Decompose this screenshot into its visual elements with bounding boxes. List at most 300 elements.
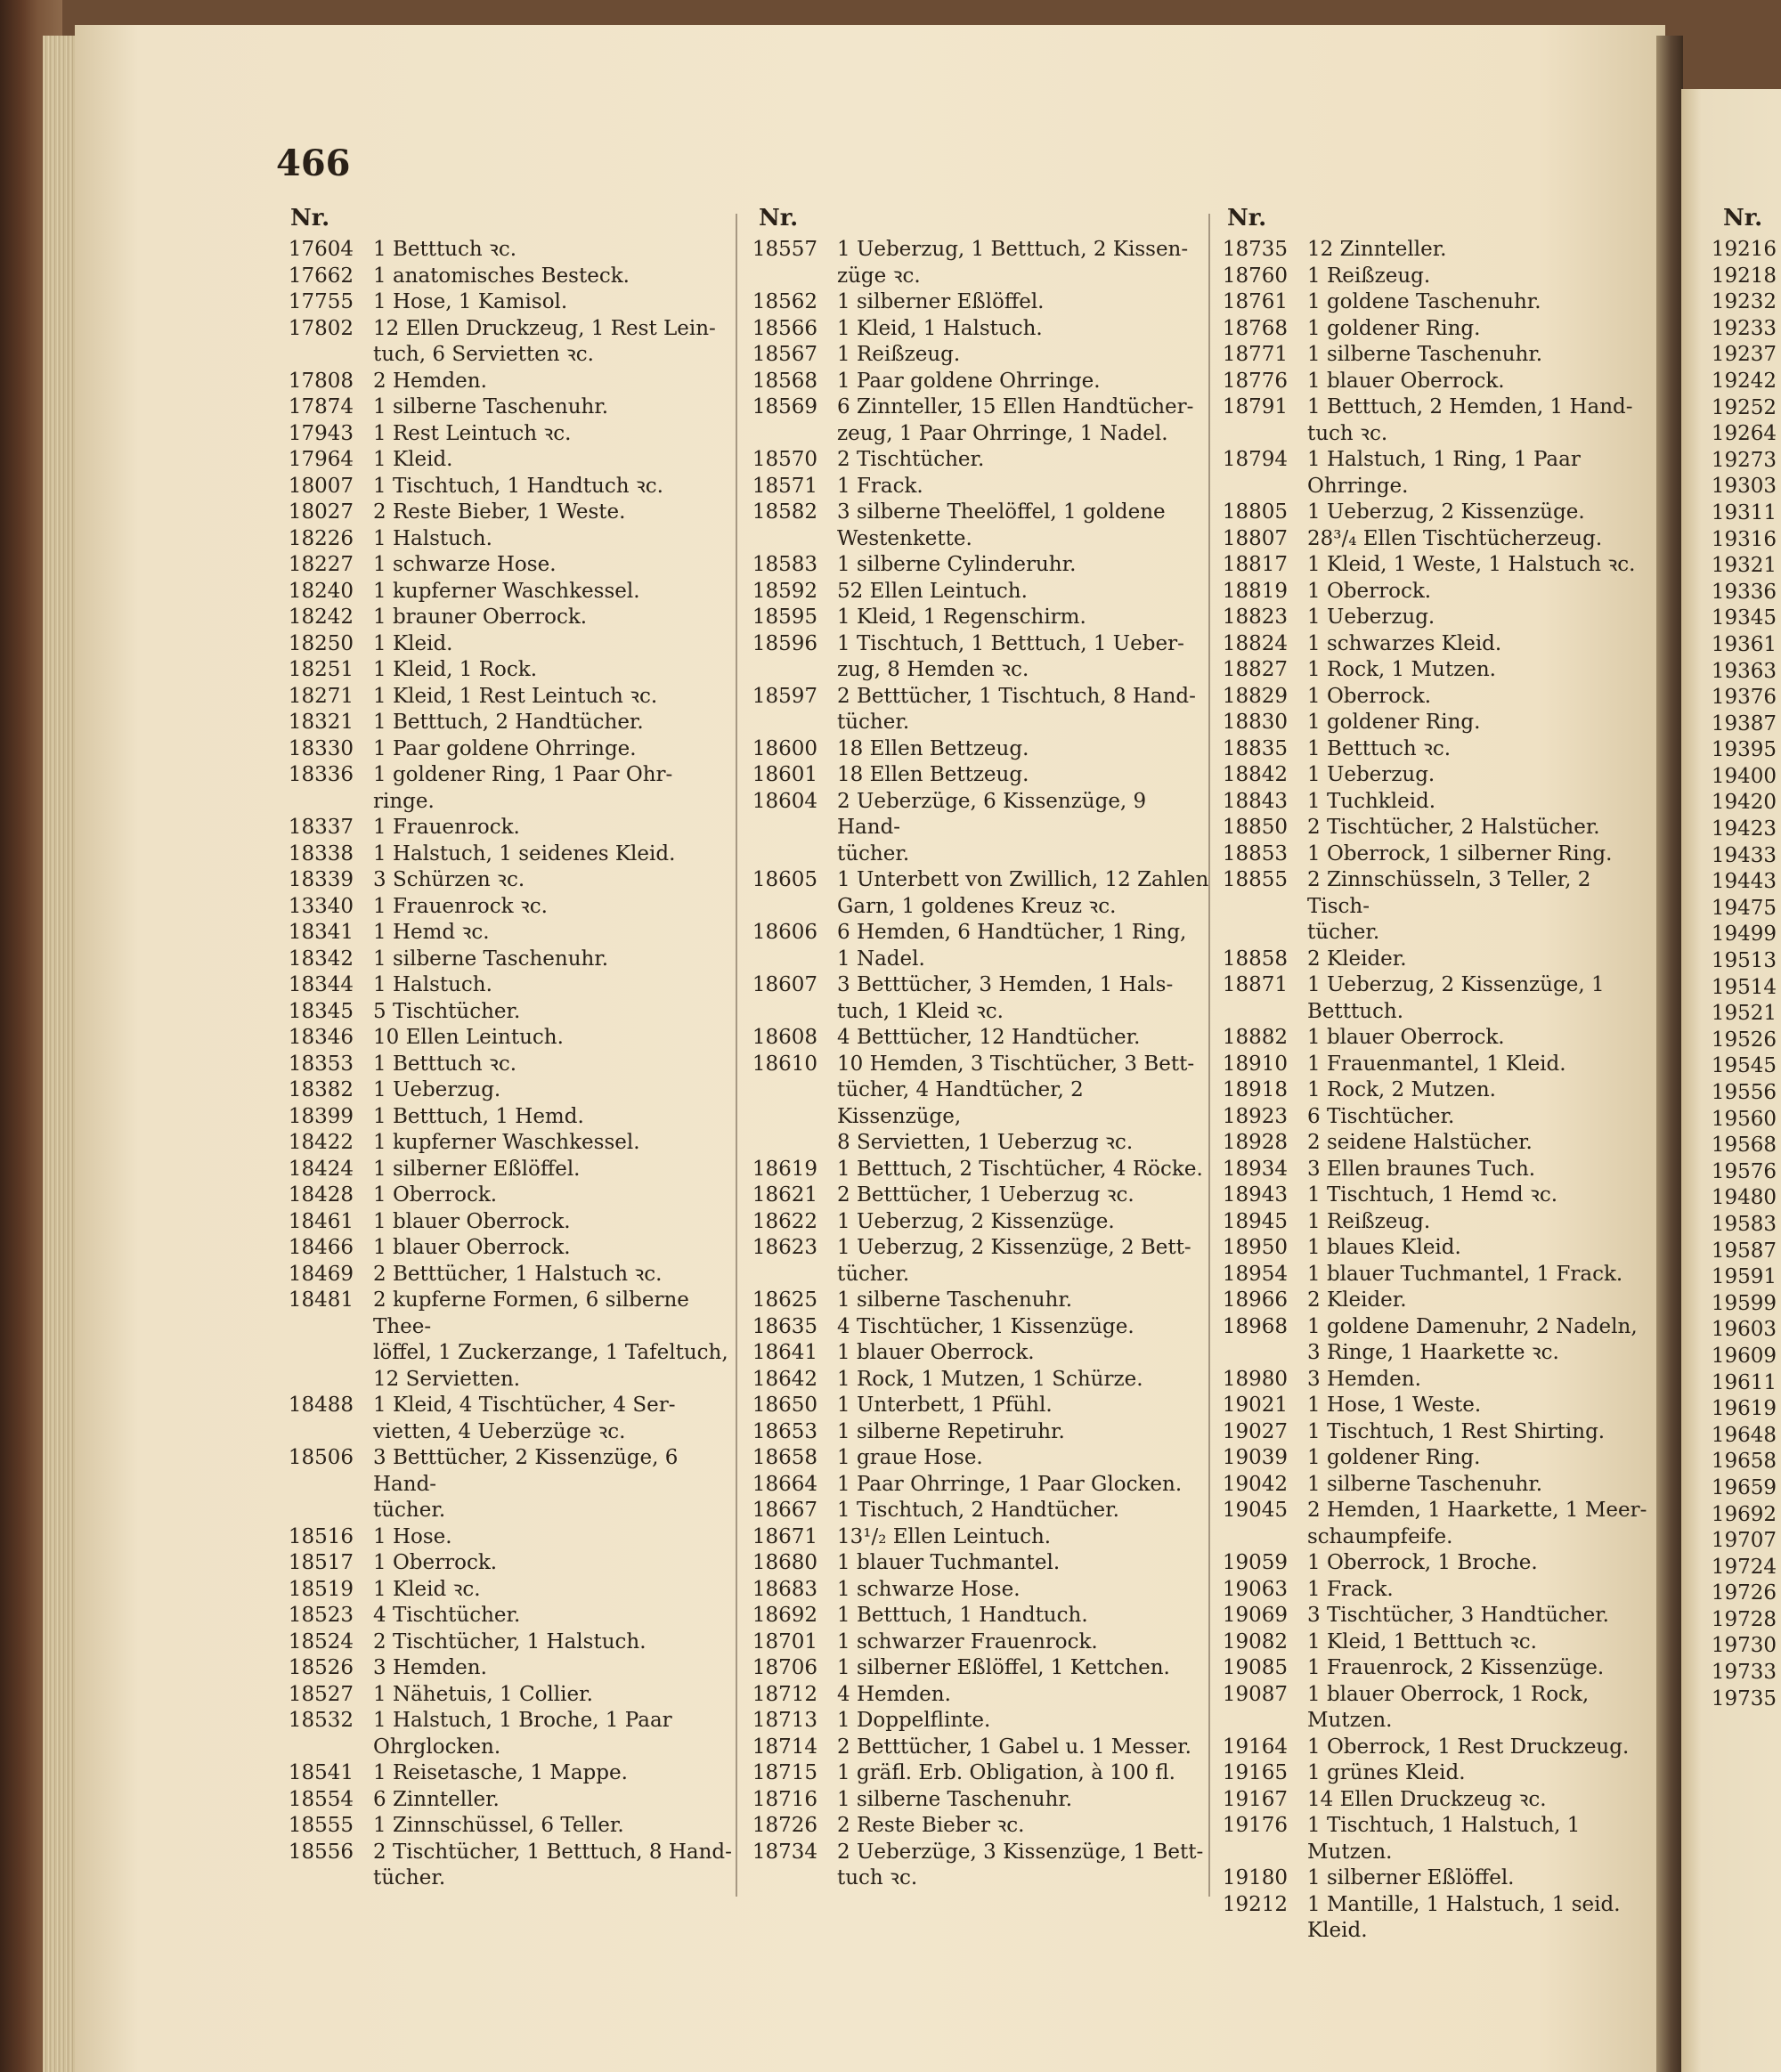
list-item [746,552,1209,579]
entry-number: 18950 [1222,1236,1288,1259]
list-item [267,474,732,500]
list-item [1687,1686,1781,1713]
entry-description: 2 Ueberzüge, 3 Kissenzüge, 1 Bett- tuch ꝛc. [837,1840,1204,1889]
entry-number: 18337 [288,816,354,839]
list-item [1218,1760,1659,1787]
entry-number: 18582 [752,500,817,524]
list-item [267,1209,732,1236]
entry-number: 19363 [1711,659,1777,683]
list-item [1218,1577,1659,1604]
list-item [1687,1555,1781,1581]
list-item [267,1077,732,1104]
list-item [267,579,732,605]
list-item [1218,1892,1659,1945]
list-item [1687,737,1781,764]
entry-number: 19336 [1711,580,1777,604]
list-item [1687,527,1781,554]
list-item [746,1498,1209,1524]
entry-description: 3 Hemden. [373,1656,487,1679]
entry-number: 18554 [288,1787,354,1811]
entry-description: 1 brauner Oberrock. [373,605,588,629]
list-item [267,1393,732,1445]
list-item [1687,395,1781,422]
entry-number: 18768 [1222,316,1288,340]
entry-number: 18569 [752,395,817,418]
entry-number: 19576 [1711,1159,1777,1183]
list-item [746,394,1209,447]
list-item [1218,710,1659,736]
entry-number: 19433 [1711,843,1777,867]
list-item [1687,1028,1781,1054]
entry-number: 19082 [1222,1629,1288,1654]
entry-description: 6 Zinnteller. [373,1787,500,1811]
entry-number: 19603 [1711,1318,1777,1342]
entry-description: 2 Betttücher, 1 Ueberzug ꝛc. [837,1183,1134,1207]
entry-description: 10 Ellen Leintuch. [373,1026,564,1049]
entry-number: 18583 [752,553,817,576]
entry-number: 19176 [1222,1814,1288,1837]
entry-number: 18791 [1222,395,1288,418]
entry-number: 19724 [1711,1555,1777,1579]
entry-number: 19420 [1711,791,1777,815]
entry-number: 19611 [1711,1370,1777,1394]
entry-number: 18526 [288,1656,354,1679]
list-item [1218,526,1659,553]
entry-number: 18399 [288,1104,354,1128]
entry-description: 1 Betttuch, 1 Hemd. [373,1104,584,1128]
entry-description: 1 blauer Tuchmantel, 1 Frack. [1307,1262,1623,1286]
entry-description: 1 blauer Oberrock. [837,1341,1035,1364]
entry-number: 18664 [752,1472,817,1496]
entry-number: 19730 [1711,1634,1777,1658]
entry-number: 18683 [752,1577,817,1601]
entry-number: 18771 [1222,343,1288,366]
entry-number: 18853 [1222,841,1288,865]
list-item [1218,657,1659,684]
entry-description: 1 Betttuch ꝛc. [373,238,517,261]
list-item [746,1735,1209,1761]
list-item [746,474,1209,500]
list-item [1218,1209,1659,1236]
list-item [1687,843,1781,870]
list-item [267,237,732,264]
list-item [746,1314,1209,1341]
entry-number: 18827 [1222,658,1288,681]
list-item [1218,762,1659,789]
entry-number: 18928 [1222,1131,1288,1154]
entry-number: 19400 [1711,764,1777,788]
entry-description: 1 Unterbett, 1 Pfühl. [837,1394,1053,1417]
entry-description: 2 Betttücher, 1 Tischtuch, 8 Hand- tücher. [837,684,1196,734]
entry-number: 18619 [752,1157,817,1181]
list-item [746,579,1209,605]
entry-description: 2 Tischtücher, 1 Betttuch, 8 Hand- tücher. [373,1840,732,1889]
entry-description: 1 Oberrock, 1 Rest Druckzeug. [1307,1735,1630,1759]
entry-number: 18592 [752,579,817,603]
entry-description: 6 Tischtücher. [1307,1104,1455,1128]
entry-description: 1 Hose. [373,1524,452,1548]
entry-description: 2 Tischtücher, 2 Halstücher. [1307,816,1600,839]
list-item [746,1419,1209,1446]
list-item [1687,1528,1781,1555]
entry-description: 1 blauer Oberrock. [373,1236,571,1259]
entry-description: 1 Halstuch, 1 Ring, 1 Paar Ohrringe. [1307,448,1581,498]
entry-description: 18 Ellen Bettzeug. [837,736,1029,760]
page-number: 466 [276,142,351,184]
entry-number: 19387 [1711,711,1777,735]
entry-number: 19216 [1711,238,1777,261]
entry-description: 1 gräfl. Erb. Obligation, à 100 fl. [837,1761,1175,1784]
entry-number: 18658 [752,1446,817,1469]
entry-description: 1 schwarzer Frauenrock. [837,1629,1098,1654]
entry-description: 1 Oberrock. [373,1551,498,1574]
list-item [746,762,1209,789]
page-stack [43,36,78,2072]
entry-number: 18461 [288,1209,354,1233]
entry-description: 1 silberne Repetiruhr. [837,1419,1065,1443]
list-item [1687,922,1781,948]
list-item [746,736,1209,763]
list-item [1687,1475,1781,1502]
entry-description: 4 Betttücher, 12 Handtücher. [837,1026,1141,1049]
list-item [746,1288,1209,1314]
entry-number: 19376 [1711,686,1777,710]
entry-number: 19480 [1711,1186,1777,1210]
list-item [1218,631,1659,658]
column-header: Nr. [1227,205,1267,232]
list-item [1687,1291,1781,1318]
entry-number: 18622 [752,1209,817,1233]
list-item [267,447,732,474]
entry-number: 18532 [288,1709,354,1732]
list-item [267,1130,732,1157]
entry-number: 18596 [752,631,817,655]
entry-number: 18557 [752,238,817,261]
entry-description: 1 Kleid, 1 Rock. [373,658,538,681]
entry-number: 18943 [1222,1183,1288,1207]
list-item [267,657,732,684]
entry-description: 1 goldene Damenuhr, 2 Nadeln, 3 Ringe, 1 Haarkette ꝛc. [1307,1314,1638,1364]
list-item [1218,736,1659,763]
list-item [746,1655,1209,1682]
entry-number: 18606 [752,921,817,944]
entry-number: 18715 [752,1761,817,1784]
entry-description: 1 silberner Eßlöffel. [1307,1866,1515,1889]
entry-description: 1 silberne Taschenuhr. [373,395,609,418]
list-item [1218,1130,1659,1157]
entry-number: 18610 [752,1052,817,1076]
list-item [1218,1629,1659,1656]
entry-number: 19568 [1711,1134,1777,1158]
entry-number: 18712 [752,1682,817,1706]
entry-number: 19233 [1711,316,1777,340]
entry-number: 17755 [288,290,354,313]
entry-number: 19526 [1711,1028,1777,1052]
entry-description: 1 Rest Leintuch ꝛc. [373,421,572,445]
entry-number: 18570 [752,448,817,471]
list-item [746,1052,1209,1157]
list-item [746,789,1209,868]
list-item [267,1629,732,1656]
entry-description: 2 Kleider. [1307,1288,1407,1312]
list-item [1218,369,1659,395]
entry-description: 1 Kleid, 1 Rest Leintuch ꝛc. [373,684,658,708]
list-item [1687,448,1781,475]
entry-number: 18346 [288,1026,354,1049]
list-item [267,1708,732,1760]
entry-description: 1 Betttuch, 2 Handtücher. [373,711,644,734]
list-item [267,526,732,553]
list-item [267,1682,732,1709]
entry-description: 1 Betttuch ꝛc. [373,1052,517,1076]
entry-description: 13¹/₂ Ellen Leintuch. [837,1524,1052,1548]
entry-number: 18523 [288,1604,354,1627]
entry-description: 1 Unterbett von Zwillich, 12 Zahlen Garn, 1 goldenes Kreuz ꝛc. [837,868,1209,918]
entry-description: 1 Tischtuch, 1 Halstuch, 1 Mutzen. [1307,1814,1581,1864]
list-item [1687,1633,1781,1660]
entry-description: 4 Hemden. [837,1682,951,1706]
entry-description: 2 Tischtücher. [837,448,985,471]
entry-number: 18240 [288,579,354,603]
list-item [1687,817,1781,843]
entry-number: 18945 [1222,1209,1288,1233]
entry-number: 19311 [1711,500,1777,524]
list-item [1687,369,1781,395]
entry-number: 18519 [288,1577,354,1601]
entry-number: 18595 [752,605,817,629]
list-item [746,1524,1209,1551]
entry-description: 1 silberne Taschenuhr. [373,947,609,971]
entry-number: 17808 [288,369,354,393]
entry-description: 1 Hose, 1 Kamisol. [373,290,568,313]
entry-description: 1 Ueberzug. [1307,605,1435,629]
entry-number: 18701 [752,1629,817,1654]
list-item [1218,1077,1659,1104]
entry-description: 1 schwarzes Kleid. [1307,631,1502,655]
entry-description: 2 Reste Bieber ꝛc. [837,1814,1025,1837]
entry-number: 19591 [1711,1265,1777,1289]
entry-description: 1 silberner Eßlöffel. [373,1157,581,1181]
entry-number: 18650 [752,1394,817,1417]
entry-number: 19063 [1222,1577,1288,1601]
list-item [1687,289,1781,316]
entry-number: 18562 [752,290,817,313]
entry-number: 18555 [288,1814,354,1837]
list-item [1687,711,1781,738]
entry-number: 18608 [752,1026,817,1049]
list-item [746,1760,1209,1787]
list-item [267,1577,732,1604]
entry-list [746,237,1209,1892]
list-item [1687,1159,1781,1186]
list-item [267,1157,732,1183]
entry-description: 1 Halstuch. [373,973,492,996]
entry-description: 52 Ellen Leintuch. [837,579,1028,603]
entry-number: 18692 [752,1604,817,1627]
list-item [1218,1472,1659,1499]
list-item [267,815,732,841]
entry-description: 2 Reste Bieber, 1 Weste. [373,500,626,524]
list-item [746,1708,1209,1735]
entry-number: 19218 [1711,264,1777,288]
entry-description: 1 Tischtuch, 1 Handtuch ꝛc. [373,474,663,498]
entry-number: 18568 [752,369,817,393]
entry-number: 19180 [1222,1866,1288,1889]
entry-number: 19212 [1222,1892,1288,1916]
entry-description: 1 Ueberzug. [373,1078,501,1101]
entry-number: 19321 [1711,554,1777,578]
entry-description: 1 goldener Ring. [1307,316,1481,340]
entry-description: 1 Hemd ꝛc. [373,921,490,944]
entry-description: 12 Zinnteller. [1307,238,1447,261]
entry-description: 3 Betttücher, 2 Kissenzüge, 6 Hand- tücher. [373,1446,679,1522]
entry-number: 18571 [752,474,817,498]
entry-number: 19560 [1711,1107,1777,1131]
entry-description: 1 Oberrock. [373,1183,498,1207]
list-item [1218,394,1659,447]
entry-number: 18466 [288,1236,354,1259]
entry-number: 17943 [288,421,354,445]
entry-number: 18567 [752,343,817,366]
list-item [1687,500,1781,527]
column-rule [736,214,737,1897]
list-item [1687,896,1781,922]
entry-description: 1 Kleid, 1 Betttuch ꝛc. [1307,1629,1537,1654]
entry-description: 1 Betttuch, 2 Hemden, 1 Hand- tuch ꝛc. [1307,395,1633,445]
list-item [267,1524,732,1551]
entry-number: 18823 [1222,605,1288,629]
entry-number: 18607 [752,973,817,996]
list-item [746,1629,1209,1656]
list-item [1687,1423,1781,1450]
list-item [267,1813,732,1840]
list-item [267,605,732,631]
entry-description: 1 kupferner Waschkessel. [373,579,640,603]
entry-number: 18344 [288,973,354,996]
list-item [267,736,732,763]
list-item [267,1760,732,1787]
list-item [267,947,732,973]
entry-number: 18339 [288,868,354,891]
entry-description: 3 Tischtücher, 3 Handtücher. [1307,1604,1609,1627]
entry-description: 1 Kleid. [373,631,453,655]
entry-number: 19316 [1711,527,1777,551]
entry-number: 19165 [1222,1761,1288,1784]
entry-description: 1 Kleid. [373,448,453,471]
list-item [746,684,1209,736]
entry-number: 18338 [288,841,354,865]
list-item [1687,1264,1781,1291]
entry-number: 19273 [1711,448,1777,472]
entry-description: 4 Tischtücher. [373,1604,521,1627]
list-item [1218,1104,1659,1131]
list-item [1218,1445,1659,1472]
entry-number: 13340 [288,894,354,918]
entry-description: 2 Ueberzüge, 6 Kissenzüge, 9 Hand- tücher. [837,789,1147,865]
list-item [267,972,732,999]
entry-number: 19545 [1711,1054,1777,1078]
entry-number: 18007 [288,474,354,498]
list-item [746,1682,1209,1709]
entry-number: 19242 [1711,369,1777,393]
entry-number: 18807 [1222,526,1288,550]
entry-number: 18671 [752,1524,817,1548]
list-item [746,316,1209,343]
list-item [267,1104,732,1131]
entry-description: 1 blauer Oberrock. [373,1209,571,1233]
entry-description: 1 Frauenrock, 2 Kissenzüge. [1307,1656,1605,1679]
entry-description: 1 Frauenmantel, 1 Kleid. [1307,1052,1566,1076]
entry-description: 1 silberner Eßlöffel. [837,290,1045,313]
entry-number: 18635 [752,1314,817,1338]
list-item [746,1445,1209,1472]
entry-description: 1 Betttuch, 1 Handtuch. [837,1604,1088,1627]
list-item [1218,1813,1659,1865]
list-item [267,1445,732,1524]
list-item [746,1393,1209,1419]
entry-number: 18353 [288,1052,354,1076]
list-item [1218,1735,1659,1761]
entry-number: 18621 [752,1183,817,1207]
entry-description: 2 seidene Halstücher. [1307,1131,1533,1154]
list-item [1218,1314,1659,1367]
entry-description: 1 Oberrock. [1307,684,1432,708]
list-item [746,1550,1209,1577]
entry-description: 1 Ueberzug, 2 Kissenzüge, 1 Betttuch. [1307,973,1605,1023]
list-item [746,1840,1209,1892]
list-item [267,264,732,290]
entry-description: 1 Betttuch, 2 Tischtücher, 4 Röcke. [837,1157,1203,1181]
list-item [1687,580,1781,606]
entry-description: 3 Ellen braunes Tuch. [1307,1157,1536,1181]
entry-description: 1 silberne Taschenuhr. [837,1787,1073,1811]
entry-number: 19045 [1222,1499,1288,1522]
entry-description: 1 goldene Taschenuhr. [1307,290,1541,313]
entry-number: 19733 [1711,1661,1777,1685]
list-item [1218,867,1659,947]
entry-number: 18605 [752,868,817,891]
entry-description: 1 silberner Eßlöffel, 1 Kettchen. [837,1656,1170,1679]
entry-description: 1 Kleid, 1 Halstuch. [837,316,1043,340]
entry-number: 18341 [288,921,354,944]
entry-number: 18342 [288,947,354,971]
entry-description: 1 Kleid, 1 Regenschirm. [837,605,1086,629]
entry-number: 18382 [288,1078,354,1101]
entry-number: 18424 [288,1157,354,1181]
list-item [267,1603,732,1629]
entry-description: 6 Hemden, 6 Handtücher, 1 Ring, 1 Nadel. [837,921,1187,971]
list-item [1218,552,1659,579]
entry-number: 17964 [288,448,354,471]
entry-description: 1 Hose, 1 Weste. [1307,1394,1482,1417]
entry-number: 19514 [1711,975,1777,999]
list-item [267,684,732,711]
entry-number: 19556 [1711,1081,1777,1104]
entry-description: 1 Kleid, 1 Weste, 1 Halstuch ꝛc. [1307,553,1636,576]
entry-description: 1 goldener Ring. [1307,1446,1481,1469]
entry-number: 19599 [1711,1291,1777,1315]
entry-number: 18345 [288,999,354,1023]
entry-description: 3 silberne Theelöffel, 1 goldene Westenkette. [837,500,1166,550]
entry-number: 19345 [1711,606,1777,630]
list-item [267,762,732,815]
list-item [746,1472,1209,1499]
entry-description: 1 Ueberzug, 2 Kissenzüge. [1307,500,1585,524]
list-item [267,710,732,736]
list-item [1687,605,1781,632]
list-item [1687,553,1781,580]
list-item [746,342,1209,369]
